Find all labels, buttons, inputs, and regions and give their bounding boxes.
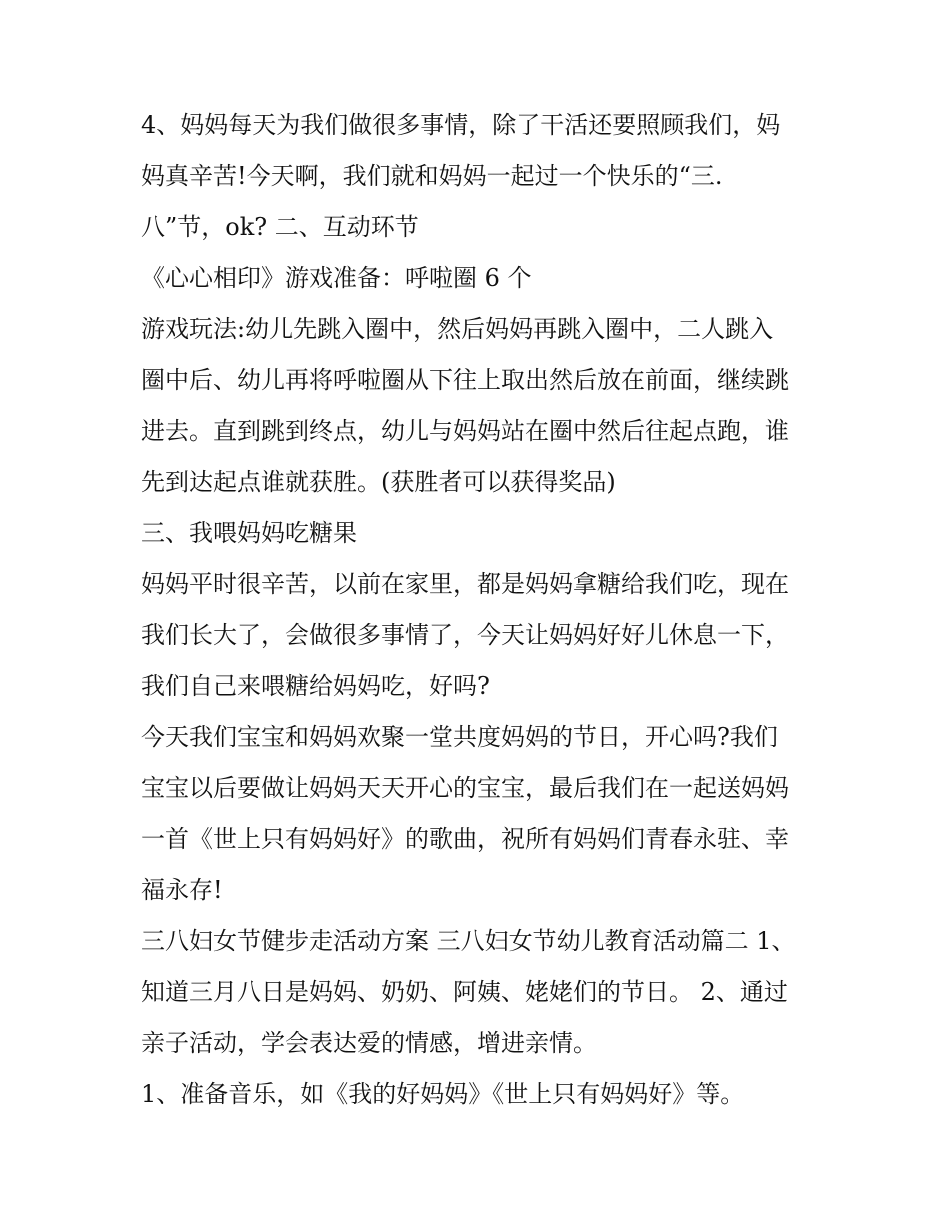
text-line: 我们自己来喂糖给妈妈吃，好吗? (141, 672, 490, 700)
text-line: 宝宝以后要做让妈妈天天开心的宝宝，最后我们在一起送妈妈 (141, 774, 789, 802)
text-line: 圈中后、幼儿再将呼啦圈从下往上取出然后放在前面，继续跳 (141, 366, 789, 394)
text-line: 三八妇女节健步走活动方案 三八妇女节幼儿教育活动篇二 1、 (141, 927, 796, 955)
text-line: 知道三月八日是妈妈、奶奶、阿姨、姥姥们的节日。 2、通过 (141, 978, 788, 1006)
text-line: 八”节，ok? 二、互动环节 (141, 213, 419, 241)
text-line: 我们长大了，会做很多事情了，今天让妈妈好好儿休息一下， (141, 621, 789, 649)
text-line: 妈妈平时很辛苦，以前在家里，都是妈妈拿糖给我们吃，现在 (141, 570, 789, 598)
text-line: 今天我们宝宝和妈妈欢聚一堂共度妈妈的节日，开心吗?我们 (141, 723, 778, 751)
text-line: 先到达起点谁就获胜。(获胜者可以获得奖品) (141, 468, 616, 496)
text-line: 妈真辛苦!今天啊，我们就和妈妈一起过一个快乐的“三. (141, 162, 723, 190)
text-line: 1、准备音乐，如《我的好妈妈》《世上只有妈妈好》等。 (141, 1080, 745, 1108)
text-line: 亲子活动，学会表达爱的情感，增进亲情。 (141, 1029, 597, 1057)
text-line: 4、妈妈每天为我们做很多事情，除了干活还要照顾我们，妈 (141, 111, 781, 139)
text-line: 福永存! (141, 876, 223, 904)
text-line: 《心心相印》游戏准备：呼啦圈 6 个 (141, 264, 532, 292)
section-heading: 三、我喂妈妈吃糖果 (141, 519, 357, 547)
text-line: 一首《世上只有妈妈好》的歌曲，祝所有妈妈们青春永驻、幸 (141, 825, 789, 853)
text-line: 进去。直到跳到终点，幼儿与妈妈站在圈中然后往起点跑，谁 (141, 417, 789, 445)
text-line: 游戏玩法:幼儿先跳入圈中，然后妈妈再跳入圈中，二人跳入 (141, 315, 774, 343)
